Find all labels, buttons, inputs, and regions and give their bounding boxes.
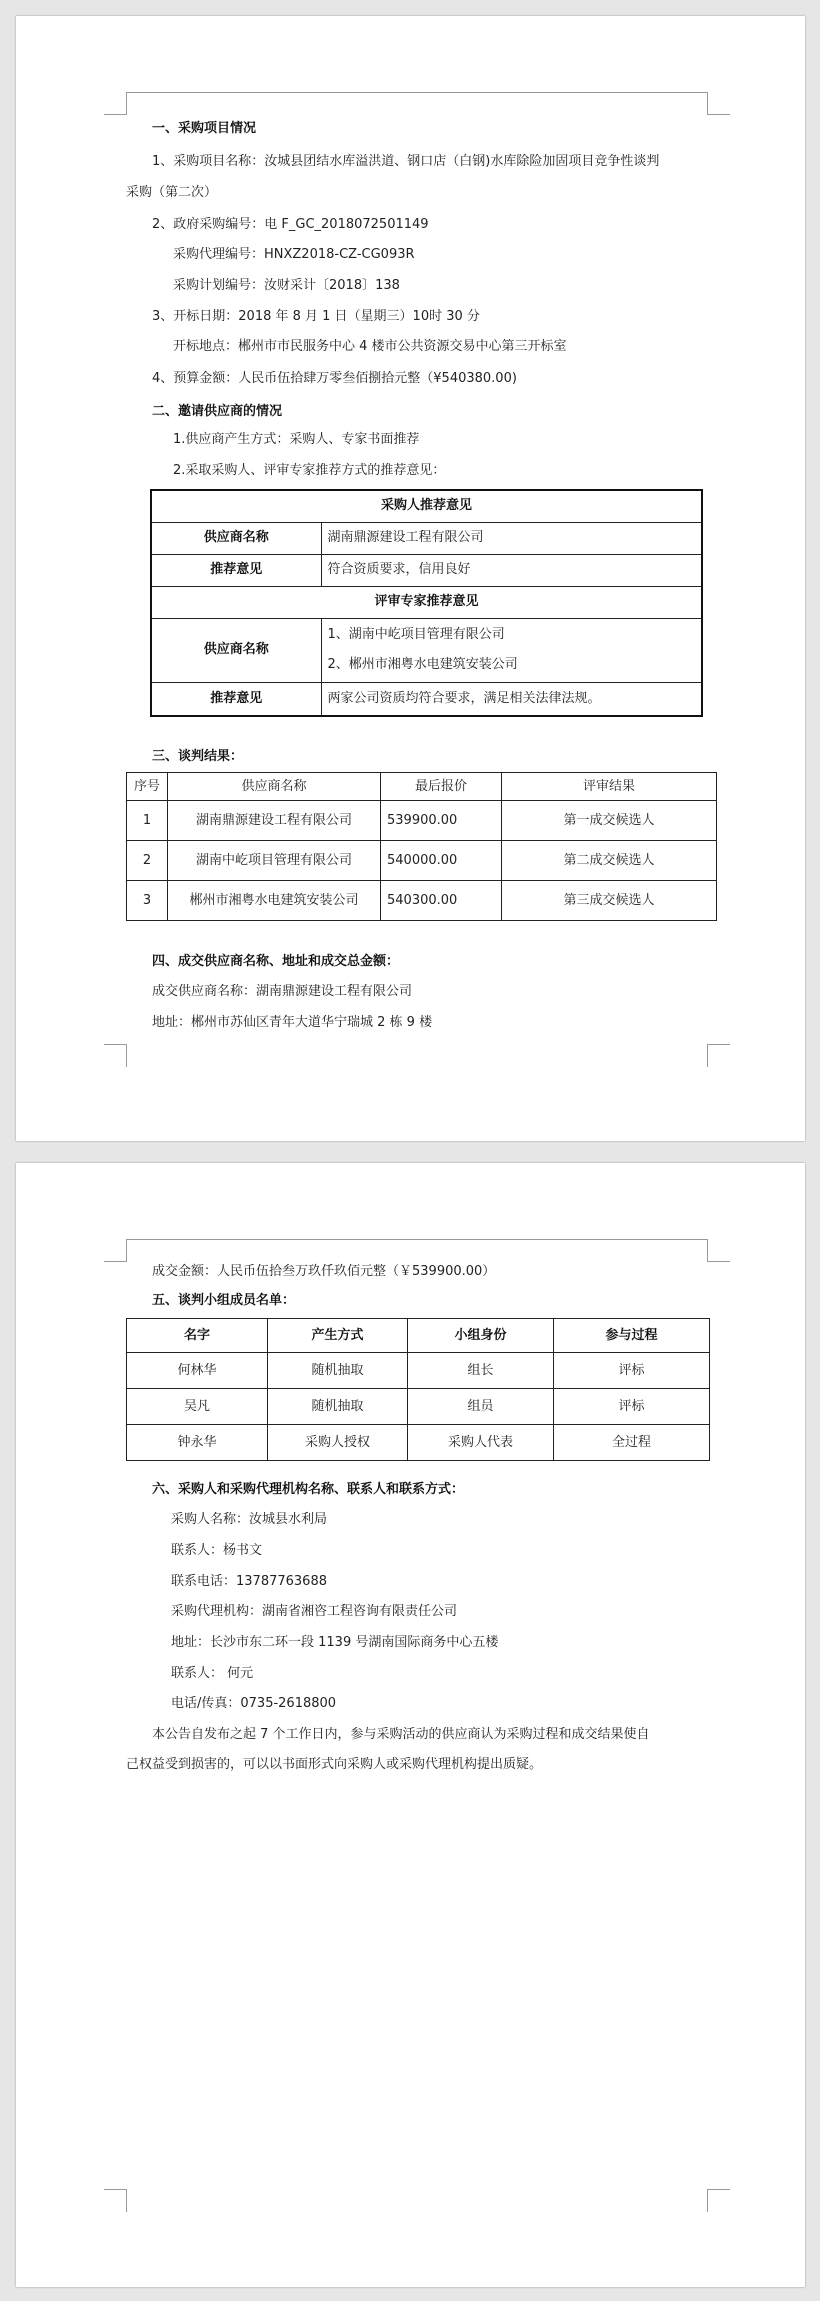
row-result: 第一成交候选人: [502, 801, 717, 841]
row-result: 第二成交候选人: [502, 841, 717, 881]
margin-mark-top-right: [707, 92, 730, 115]
table-row: [127, 841, 717, 881]
member-role: 采购人代表: [408, 1425, 554, 1461]
agency-name: 采购代理机构：湖南省湘咨工程咨询有限责任公司: [171, 1604, 458, 1619]
bid-opening-date: 3、开标日期：2018 年 8 月 1 日（星期三）10时 30 分: [152, 309, 480, 324]
section-5-title: 五、谈判小组成员名单：: [152, 1293, 296, 1308]
header-line: [126, 1239, 707, 1240]
header-name: 名字: [127, 1319, 268, 1353]
member-participation: 全过程: [554, 1425, 710, 1461]
table-row: [127, 1425, 710, 1461]
row-supplier: 郴州市湘粤水电建筑安装公司: [168, 881, 381, 921]
row-no: 3: [127, 881, 168, 921]
opinion-label: 推荐意见: [151, 554, 321, 586]
bid-opening-place: 开标地点：郴州市市民服务中心 4 楼市公共资源交易中心第三开标室: [173, 339, 567, 354]
member-participation: 评标: [554, 1389, 710, 1425]
expert-supplier-2: 2、郴州市湘粤水电建筑安装公司: [327, 657, 518, 672]
agency-phone: 电话/传真：0735-2618800: [171, 1696, 337, 1711]
agency-contact: 联系人： 何元: [171, 1666, 254, 1681]
row-price: 540300.00: [381, 881, 502, 921]
budget-amount: 4、预算金额：人民币伍拾肆万零叁佰捌拾元整（¥540380.00): [152, 371, 517, 386]
panel-members-table: [126, 1318, 710, 1461]
margin-mark-top-left: [104, 92, 127, 115]
expert-opinion-value: 两家公司资质均符合要求，满足相关法律法规。: [321, 682, 702, 716]
header-supplier: 供应商名称: [168, 773, 381, 801]
margin-mark-bottom-right: [707, 2189, 730, 2212]
table-row: [127, 1353, 710, 1389]
header-result: 评审结果: [502, 773, 717, 801]
supplier-value: 湖南鼎源建设工程有限公司: [321, 522, 702, 554]
header-final-price: 最后报价: [381, 773, 502, 801]
agency-number: 采购代理编号：HNXZ2018-CZ-CG093R: [173, 247, 415, 262]
row-supplier: 湖南中屹项目管理有限公司: [168, 841, 381, 881]
recommendation-table: [150, 489, 703, 717]
negotiation-result-table: [126, 772, 717, 921]
header-line: [126, 92, 707, 93]
expert-supplier-1: 1、湖南中屹项目管理有限公司: [327, 627, 505, 642]
table-row: [127, 1389, 710, 1425]
header-no: 序号: [127, 773, 168, 801]
opinion-value: 符合资质要求，信用良好: [321, 554, 702, 586]
purchaser-recommendation-header: 采购人推荐意见: [151, 490, 702, 522]
winning-supplier-name: 成交供应商名称：湖南鼎源建设工程有限公司: [152, 984, 413, 999]
notice-line-2: 己权益受到损害的，可以以书面形式向采购人或采购代理机构提出质疑。: [126, 1757, 543, 1772]
project-name-line-1: 1、采购项目名称：汝城县团结水库溢洪道、钢口店（白钢)水库除险加固项目竞争性谈判: [152, 154, 660, 169]
winning-supplier-address: 地址：郴州市苏仙区青年大道华宁瑞城 2 栋 9 楼: [152, 1015, 433, 1030]
margin-mark-bottom-left: [104, 2189, 127, 2212]
procurement-number: 2、政府采购编号：电 F_GC_2018072501149: [152, 217, 429, 232]
margin-mark-bottom-left: [104, 1044, 127, 1067]
row-result: 第三成交候选人: [502, 881, 717, 921]
expert-supplier-list: [321, 618, 702, 682]
notice-line-1: 本公告自发布之起 7 个工作日内，参与采购活动的供应商认为采购过程和成交结果使自: [152, 1727, 650, 1742]
table-row: [127, 801, 717, 841]
header-method: 产生方式: [268, 1319, 408, 1353]
member-method: 随机抽取: [268, 1353, 408, 1389]
supplier-generation-method: 1.供应商产生方式：采购人、专家书面推荐: [173, 432, 420, 447]
section-4-title: 四、成交供应商名称、地址和成交总金额：: [152, 954, 400, 969]
member-method: 采购人授权: [268, 1425, 408, 1461]
project-name-line-2: 采购（第二次）: [126, 185, 218, 200]
supplier-label: 供应商名称: [151, 522, 321, 554]
document-page-2: [16, 1163, 805, 2287]
expert-opinion-label: 推荐意见: [151, 682, 321, 716]
section-3-title: 三、谈判结果：: [152, 749, 244, 764]
row-price: 540000.00: [381, 841, 502, 881]
header-participation: 参与过程: [554, 1319, 710, 1353]
member-method: 随机抽取: [268, 1389, 408, 1425]
expert-supplier-label: 供应商名称: [151, 618, 321, 682]
margin-mark-bottom-right: [707, 1044, 730, 1067]
member-participation: 评标: [554, 1353, 710, 1389]
expert-recommendation-header: 评审专家推荐意见: [151, 586, 702, 618]
recommendation-intro: 2.采取采购人、评审专家推荐方式的推荐意见：: [173, 463, 446, 478]
table-row: [127, 881, 717, 921]
plan-number: 采购计划编号：汝财采计〔2018〕138: [173, 278, 400, 293]
purchaser-contact: 联系人：杨书文: [171, 1543, 263, 1558]
margin-mark-top-right: [707, 1239, 730, 1262]
member-role: 组长: [408, 1353, 554, 1389]
document-page-1: [16, 16, 805, 1141]
row-price: 539900.00: [381, 801, 502, 841]
member-name: 钟永华: [127, 1425, 268, 1461]
header-role: 小组身份: [408, 1319, 554, 1353]
row-no: 1: [127, 801, 168, 841]
row-supplier: 湖南鼎源建设工程有限公司: [168, 801, 381, 841]
purchaser-phone: 联系电话：13787763688: [171, 1574, 327, 1589]
section-1-title: 一、采购项目情况: [152, 121, 257, 136]
margin-mark-top-left: [104, 1239, 127, 1262]
member-role: 组员: [408, 1389, 554, 1425]
purchaser-name: 采购人名称：汝城县水利局: [171, 1512, 328, 1527]
member-name: 何林华: [127, 1353, 268, 1389]
agency-address: 地址：长沙市东二环一段 1139 号湖南国际商务中心五楼: [171, 1635, 499, 1650]
member-name: 吴凡: [127, 1389, 268, 1425]
section-6-title: 六、采购人和采购代理机构名称、联系人和联系方式：: [152, 1482, 465, 1497]
section-2-title: 二、邀请供应商的情况: [152, 404, 283, 419]
row-no: 2: [127, 841, 168, 881]
winning-amount: 成交金额：人民币伍拾叁万玖仟玖佰元整（￥539900.00）: [152, 1264, 496, 1279]
